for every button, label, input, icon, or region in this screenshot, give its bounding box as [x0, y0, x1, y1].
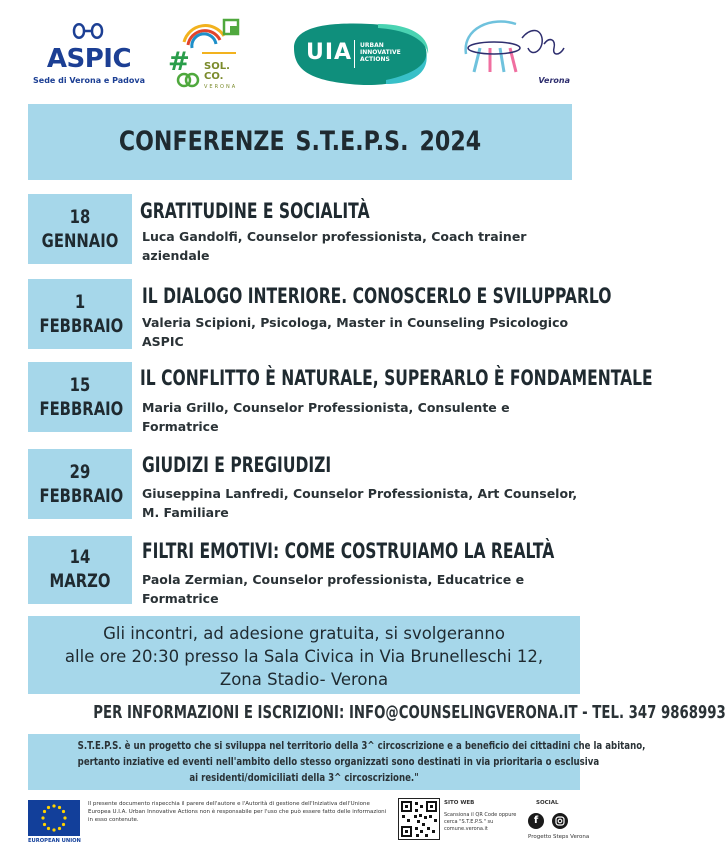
session-5-speaker: Paola Zermian, Counselor professionista, Educatrice e Formatrice — [142, 572, 525, 606]
eu-flag-icon — [28, 800, 80, 836]
session-4-month: FEBBRAIO — [39, 485, 124, 507]
eu-disclaimer: Il presente documento rispecchia il parere dell'autore e l'Autorità di gestione dell'Iniziativa dell'Unione Europea U.I.A. Urban Innovative Actions non è responsabile per l'uso che può essere fatto delle informazioni in esso contenute. — [88, 801, 387, 823]
session-5-title: FILTRI EMOTIVI: COME COSTRUIAMO LA REALTÀ — [142, 539, 555, 563]
session-3-date — [28, 362, 132, 432]
session-3-title: IL CONFLITTO È NATURALE, SUPERARLO È FONDAMENTALE — [140, 366, 653, 390]
session-4-speaker: Giuseppina Lanfredi, Counselor Professionista, Art Counselor, M. Familiare — [142, 486, 578, 520]
aspic-name: ASPIC — [46, 44, 132, 74]
session-5-day: 14 — [69, 546, 91, 568]
contact-line: PER INFORMAZIONI E ISCRIZIONI: INFO@COUNSELINGVERONA.IT - TEL. 347 9868993 — [93, 703, 726, 723]
session-2-speaker: Valeria Scipioni, Psicologa, Master in Counseling Psicologico ASPIC — [142, 315, 569, 349]
svg-text:#: # — [168, 47, 190, 77]
social-handle: Progetto Steps Verona — [528, 834, 590, 840]
page-title: CONFERENZE S.T.E.P.S. 2024 — [118, 126, 482, 157]
uia-name: UIA — [306, 40, 353, 65]
qr-code-icon[interactable] — [398, 798, 440, 840]
venue-info-line-2: alle ore 20:30 presso la Sala Civica in Via Brunelleschi 12, — [64, 647, 544, 666]
facebook-icon[interactable]: f — [528, 813, 544, 829]
session-5-date — [28, 536, 132, 604]
project-note-box — [28, 734, 646, 790]
uia-divider — [354, 40, 355, 68]
aspic-mark-icon — [70, 20, 106, 42]
session-4-title: GIUDIZI E PREGIUDIZI — [142, 453, 332, 477]
social-title: SOCIAL — [536, 800, 559, 806]
session-2-title: IL DIALOGO INTERIORE. CONOSCERLO E SVILUPPARLO — [142, 284, 612, 308]
session-2-day: 1 — [74, 291, 86, 313]
project-note-line-2: pertanto inziative ed eventi nell'ambito dello stesso organizzati sono destinati in via prioritaria o esclusiva — [77, 756, 600, 768]
session-1-month: GENNAIO — [41, 230, 119, 252]
aspic-subtitle: Sede di Verona e Padova — [33, 76, 145, 85]
venue-info-box — [28, 616, 580, 694]
eu-label: EUROPEAN UNION — [28, 838, 81, 844]
website-title: SITO WEB — [444, 800, 475, 806]
uia-logo — [290, 18, 432, 90]
session-3-day: 15 — [69, 374, 91, 396]
steps-mark-icon — [456, 18, 574, 78]
solco-logo — [164, 12, 246, 94]
title-banner — [28, 104, 572, 180]
instagram-icon[interactable] — [552, 813, 568, 829]
project-note-line-3: ai residenti/domiciliati della 3^ circoscrizione." — [189, 772, 419, 784]
session-1-speaker: Luca Gandolfi, Counselor professionista, Coach trainer aziendale — [142, 229, 527, 263]
session-1-title: GRATITUDINE E SOCIALITÀ — [140, 199, 370, 223]
steps-city: Verona — [538, 76, 570, 85]
session-2-date — [28, 279, 132, 349]
steps-logo — [456, 18, 574, 90]
session-3-speaker: Maria Grillo, Counselor Professionista, Consulente e Formatrice — [142, 400, 510, 434]
session-5-month: MARZO — [49, 570, 111, 592]
uia-full-name: URBAN INNOVATIVE ACTIONS — [360, 42, 401, 63]
project-note-line-1: S.T.E.P.S. è un progetto che si sviluppa nel territorio della 3^ circoscrizione e a beneficio dei cittadini che la abitano, — [77, 740, 646, 752]
session-4-day: 29 — [69, 461, 91, 483]
solco-city: VERONA — [204, 84, 238, 90]
session-1-day: 18 — [69, 206, 91, 228]
website-instructions: Scansiona il QR Code oppure cerca "S.T.E.P.S." su comune.verona.it — [444, 812, 517, 832]
session-4-date — [28, 449, 132, 519]
aspic-logo — [30, 18, 148, 90]
session-3-month: FEBBRAIO — [39, 398, 124, 420]
venue-info-line-3: Zona Stadio- Verona — [219, 670, 389, 689]
session-2-month: FEBBRAIO — [39, 315, 124, 337]
venue-info-line-1: Gli incontri, ad adesione gratuita, si svolgeranno — [103, 624, 505, 643]
session-1-date — [28, 194, 132, 264]
solco-name: SOL. CO. — [204, 61, 230, 82]
